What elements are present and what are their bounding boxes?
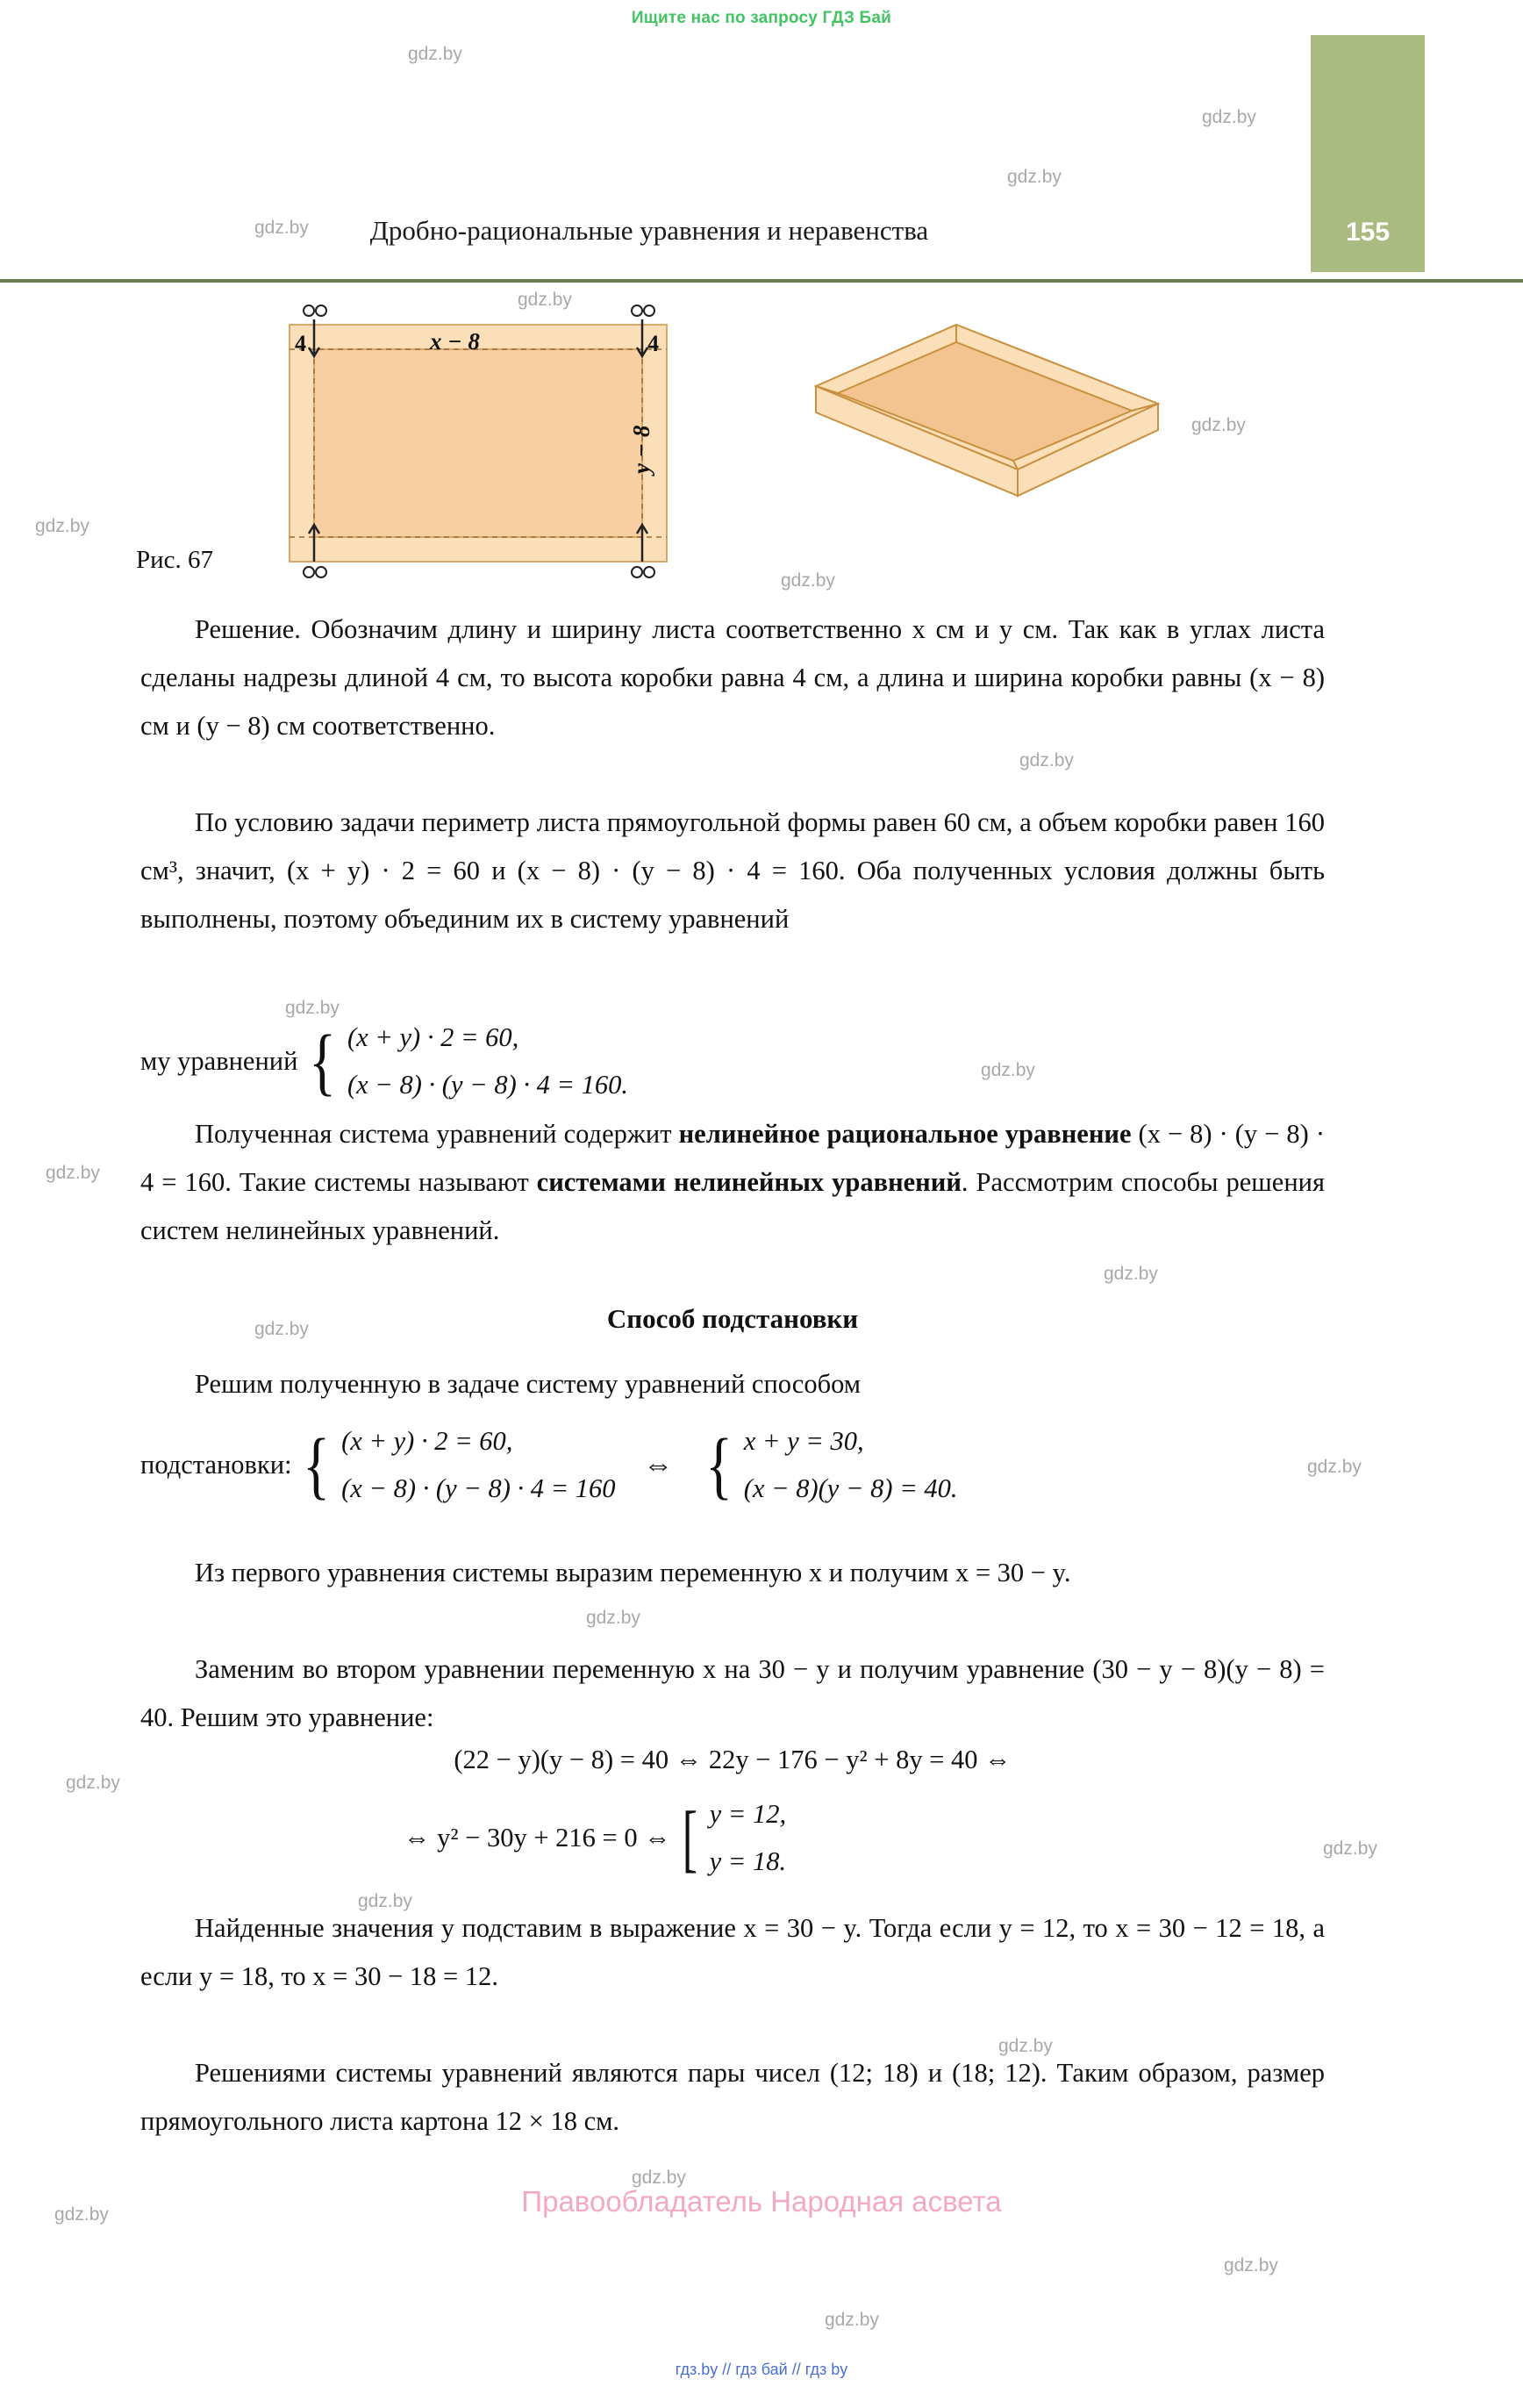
equation-2-case-1: y = 12, — [709, 1799, 787, 1829]
svg-text:y − 8: y − 8 — [628, 425, 654, 474]
paragraph-substitution — [140, 1360, 1325, 1408]
paragraph-condition-text: По условию задачи периметр листа прямоугольной формы равен 60 см, а объем коробки равен 160 см³, значит, (x + y) · 2 = 60 и (x − 8) · (y − 8) · 4 = 160. Оба полученных условия должны быть выполнены, поэтому объединим их в систему уравнений — [140, 807, 1325, 934]
header-divider — [0, 279, 1523, 283]
watermark: gdz.by — [1224, 2255, 1278, 2275]
watermark: gdz.by — [998, 2036, 1053, 2056]
system-3-row-2: (x − 8)(y − 8) = 40. — [743, 1473, 958, 1503]
watermark: gdz.by — [46, 1163, 100, 1183]
watermark: gdz.by — [285, 998, 340, 1018]
system-1-row-2: (x − 8) · (y − 8) · 4 = 160. — [347, 1070, 629, 1100]
watermark: gdz.by — [66, 1773, 120, 1793]
promo-banner: Ищите нас по запросу ГДЗ Бай — [631, 9, 892, 27]
paragraph-substitute-back — [140, 1904, 1325, 2001]
equation-2-cases — [677, 1790, 786, 1885]
bracket-icon: [ — [683, 1795, 698, 1880]
system-2-row-1: (x + y) · 2 = 60, — [341, 1426, 513, 1456]
section-subtitle: Способ подстановки — [606, 1303, 859, 1334]
figure-caption: Рис. 67 — [136, 546, 214, 574]
brace-icon: { — [303, 1423, 331, 1507]
system-2-block — [140, 1417, 1369, 1512]
paragraph-answer — [140, 2049, 1325, 2146]
system-2 — [298, 1417, 615, 1512]
equation-2-left: ⇔ y² − 30y + 216 = 0 ⇔ — [404, 1822, 671, 1853]
system-3-row-1: x + y = 30, — [743, 1426, 864, 1456]
system-1-row-1: (x + y) · 2 = 60, — [347, 1022, 519, 1052]
watermark: gdz.by — [254, 1319, 309, 1339]
svg-text:4: 4 — [295, 331, 306, 356]
svg-text:x − 8: x − 8 — [430, 328, 480, 355]
paragraph-nonlinear — [140, 1110, 1325, 1255]
watermark: gdz.by — [35, 516, 89, 536]
system-2-label: подстановки: — [140, 1449, 292, 1480]
system-2-row-2: (x − 8) · (y − 8) · 4 = 160 — [341, 1473, 616, 1503]
watermark: gdz.by — [54, 2204, 109, 2225]
equation-2-case-2: y = 18. — [709, 1846, 787, 1876]
watermark: gdz.by — [1202, 107, 1256, 127]
system-1-label: му уравнений — [140, 1045, 298, 1076]
page-title: Дробно-рациональные уравнения и неравенства — [369, 215, 929, 246]
paragraph-nonlinear-a: Полученная система уравнений содержит — [195, 1119, 679, 1149]
watermark: gdz.by — [1323, 1838, 1377, 1859]
watermark: gdz.by — [825, 2310, 879, 2330]
watermark: gdz.by — [1007, 167, 1062, 187]
equivalence-symbol: ⇔ — [643, 1448, 674, 1481]
equation-2-block — [140, 1790, 1325, 1885]
watermark: gdz.by — [1104, 1264, 1158, 1284]
term-nonlinear-systems: системами нелинейных уравнений — [536, 1167, 962, 1197]
watermark: gdz.by — [1019, 750, 1074, 770]
paragraph-solution — [140, 606, 1325, 750]
svg-text:4: 4 — [647, 331, 659, 356]
watermark: gdz.by — [1191, 415, 1246, 435]
page-number: 155 — [1345, 218, 1391, 247]
system-1-block — [140, 1014, 1325, 1108]
paragraph-answer-text: Решениями системы уравнений являются пары чисел (12; 18) и (18; 12). Таким образом, размер прямоугольного листа картона 12 × 18 см. — [140, 2058, 1325, 2136]
paragraph-substitute-back-text: Найденные значения y подставим в выражение x = 30 − y. Тогда если y = 12, то x = 30 − 12 = 18, а если y = 18, то x = 30 − 18 = 12. — [140, 1913, 1325, 1991]
term-nonlinear-equation: нелинейное рациональное уравнение — [678, 1119, 1132, 1149]
copyright-notice: Правообладатель Народная асвета — [521, 2185, 1002, 2218]
paragraph-solution-text: Решение. Обозначим длину и ширину листа соответственно x см и y см. Так как в углах листа сделаны надрезы длиной 4 см, то высота коробки равна 4 см, а длина и ширина коробки равны (x − 8) см и (y − 8) см соответственно. — [140, 614, 1325, 741]
brace-icon: { — [704, 1423, 733, 1507]
paragraph-express-x-text: Из первого уравнения системы выразим переменную x и получим x = 30 − y. — [195, 1558, 1071, 1587]
paragraph-nonlinear-c: (x − 8) · (y − 8) · 4 = 160. Такие системы называют — [140, 1119, 1326, 1197]
watermark: gdz.by — [518, 290, 572, 310]
figure-67 — [0, 298, 1523, 579]
paragraph-substitution-text: Решим полученную в задаче систему уравнений способом — [195, 1369, 862, 1399]
footer-links: гдз.by // гдз бай // гдз by — [675, 2361, 848, 2378]
brace-icon: { — [309, 1019, 337, 1103]
watermark: gdz.by — [254, 218, 309, 238]
equation-1: (22 − y)(y − 8) = 40 ⇔ 22y − 176 − y² + 8y = 40 ⇔ — [454, 1745, 1012, 1774]
paragraph-express-x — [140, 1549, 1325, 1597]
system-3 — [701, 1417, 958, 1512]
paragraph-replace — [140, 1645, 1325, 1742]
watermark: gdz.by — [1307, 1457, 1362, 1477]
watermark: gdz.by — [781, 570, 835, 591]
watermark: gdz.by — [981, 1060, 1035, 1080]
watermark: gdz.by — [408, 44, 462, 64]
paragraph-nonlinear-e: . Рассмотрим способы решения систем нелинейных уравнений. — [140, 1167, 1326, 1245]
watermark: gdz.by — [586, 1608, 640, 1628]
paragraph-replace-text: Заменим во втором уравнении переменную x на 30 − y и получим уравнение (30 − y − 8)(y − 8) = 40. Решим это уравнение: — [140, 1654, 1325, 1732]
watermark: gdz.by — [632, 2168, 686, 2188]
paragraph-condition — [140, 799, 1325, 943]
system-1 — [304, 1014, 628, 1108]
watermark: gdz.by — [358, 1891, 412, 1911]
